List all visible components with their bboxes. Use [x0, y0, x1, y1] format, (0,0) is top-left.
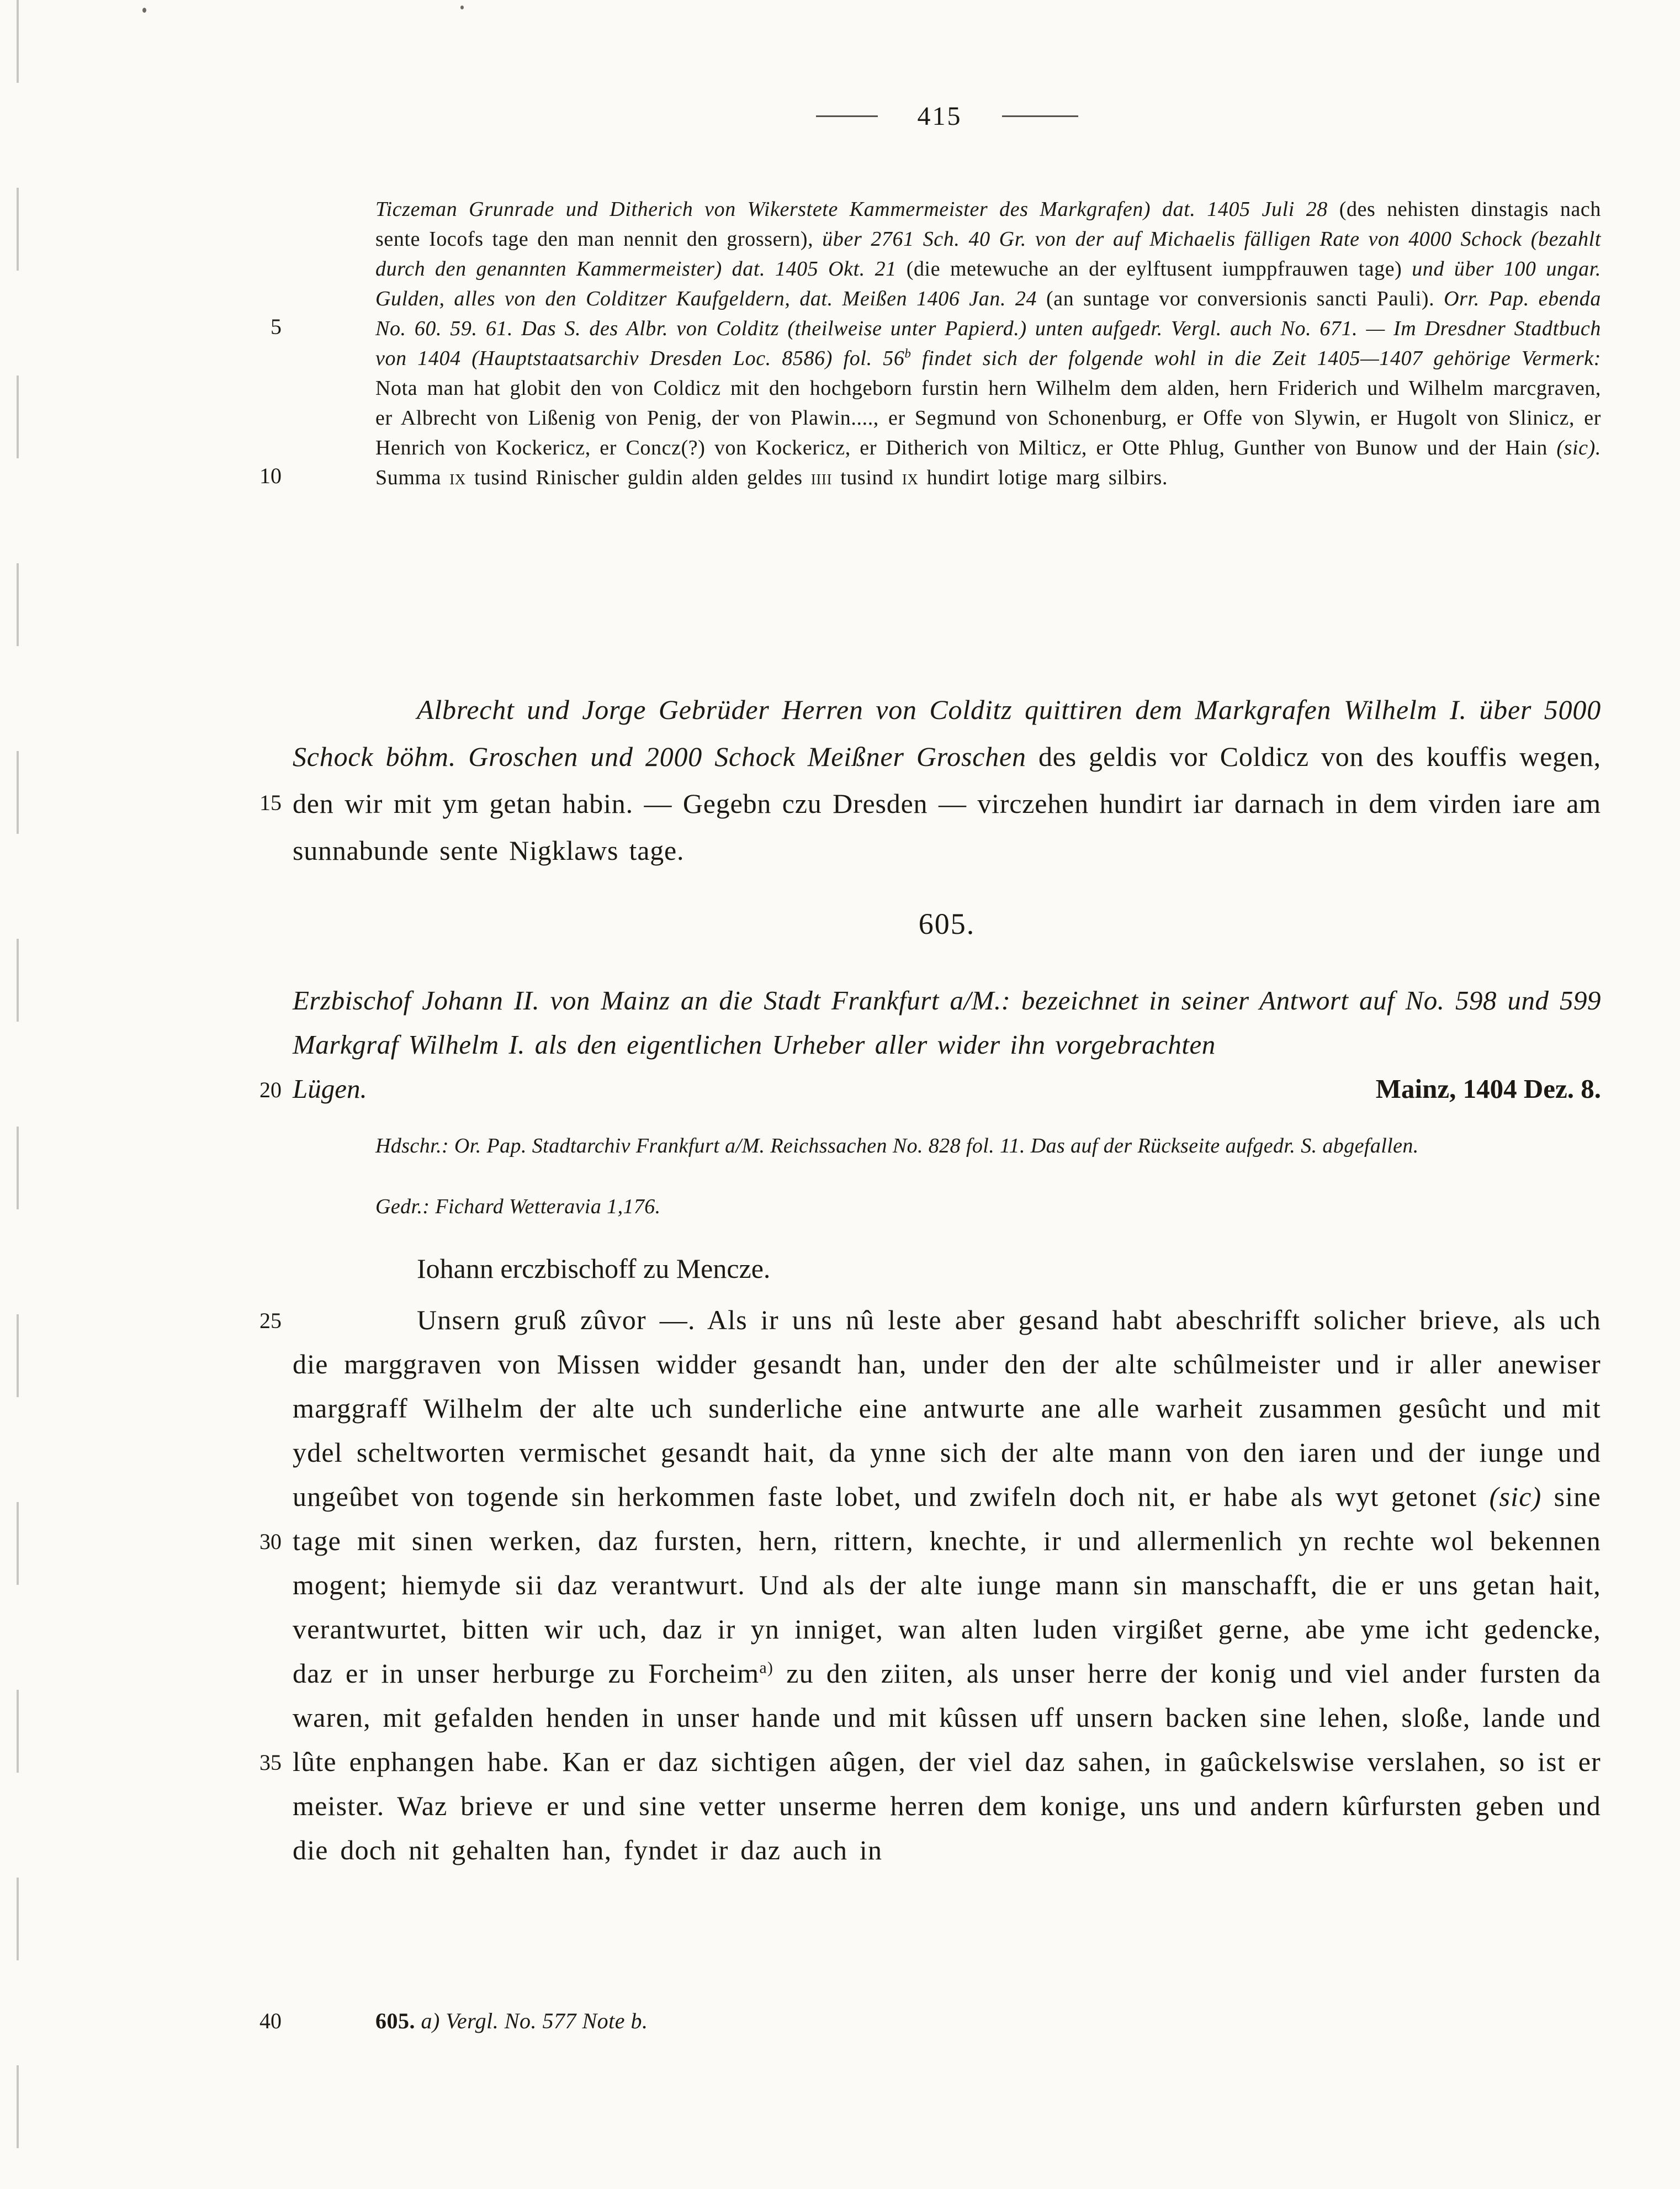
regest-mainz-body: [293, 979, 1601, 1067]
header-rule-left: [816, 115, 878, 117]
text-run: Orr. Pap. ebenda No. 60. 59. 61. Das S. des Albr. von Colditz (theilweise unter Papierd.) unten aufgedr. Vergl. auch No. 671. — Im Dresdner Stadtbuch von 1404 (Hauptstaatsarchiv Dresden Loc. 8586) fol. 56: [375, 287, 1601, 370]
page-header: [293, 101, 1601, 131]
text-run: (sic): [1489, 1481, 1542, 1512]
text-run: ix: [449, 466, 466, 489]
text-run: über 2761 Sch. 40 Gr. von der auf Michaelis fälligen Rate von 4000 Schock (bezahlt durch den genannten Kammermeister) dat. 1405 Okt. 21: [375, 228, 1601, 281]
text-run: Erzbischof Johann II. von Mainz an die Stadt Frankfurt a/M.: bezeichnet in seiner Antwort auf No. 598 und 599 Markgraf Wilhelm I. als den eigentlichen Urheber aller wider ihn vorgebrachten: [293, 985, 1601, 1060]
margin-line-number-40: 40: [259, 2008, 282, 2033]
text-run: Albrecht und Jorge Gebrüder Herren von Colditz quittiren dem Markgrafen Wilhelm I. über 5000 Schock böhm. Groschen und 2000 Schock Meißner Groschen: [293, 694, 1601, 772]
margin-line-number-20: 20: [259, 1077, 282, 1102]
text-run: zu den ziiten, als unser herre der konig und viel ander fursten da waren, mit gefalden henden in unser hande und mit kûssen uff unsern backen sine lehen, sloße, lande und lûte enphangen habe. Kan er daz sichtigen aûgen, der viel daz sahen, in gaûckelswise verslahen, so ist er meister. Waz brieve er und sine vetter unserme herren dem konige, uns und andern kûrfursten geben und die doch nit gehalten han, fyndet ir daz auch in: [293, 1658, 1601, 1865]
scan-speck: [142, 8, 146, 13]
source-note-hdschr: [375, 1131, 1601, 1161]
page-number: 415: [917, 102, 962, 131]
margin-line-number-30: 30: [259, 1529, 282, 1554]
text-run: und über 100 ungar. Gulden, alles von den Colditzer Kaufgeldern, dat. Meißen 1406 Jan. 24: [375, 257, 1602, 310]
footnote: [375, 2008, 648, 2034]
margin-line-number-5: 5: [271, 314, 282, 339]
text-run: Summa: [375, 466, 450, 489]
text-run: Nota man hat globit den von Coldicz mit den hochgeborn furstin hern Wilhelm dem alden, hern Friderich und Wilhelm marcgraven, er Albrecht von Lißenig von Penig, der von Plawin...., er Segmund von Schonenburg, er Offe von Slywin, er Hugolt von Slinicz, er Henrich von Kockericz, er Concz(?) von Kockericz, er Ditherich von Milticz, er Otte Phlug, Gunther von Bunow und der Hain: [375, 377, 1601, 459]
regest-mainz-last-line: [293, 1067, 1601, 1111]
margin-line-number-25: 25: [259, 1308, 282, 1333]
margin-line-number-10: 10: [259, 463, 282, 488]
text-run: a): [759, 1658, 774, 1677]
text-run: sine tage mit sinen werken, daz fursten, hern, rittern, knechte, ir und allermenlich yn rechte wol bekennen mogent; hiemyde sii daz verantwurt. Und als der alte iunge mann sin manschafft, die er uns getan hait, verantwurtet, bitten wir uch, daz ir yn inniget, wan alten luden virgißet gerne, abe yme icht gedencke, daz er in unser herburge zu Forcheim: [293, 1481, 1601, 1689]
regest-colditz-quittance: [293, 686, 1601, 874]
letter-salutation: Iohann erczbischoff zu Mencze.: [417, 1253, 771, 1284]
header-rule-right: [1002, 115, 1078, 117]
text-run: iiii: [810, 466, 833, 489]
text-run: tusind Rinischer guldin alden geldes: [465, 466, 811, 489]
text-run: Hdschr.: Or. Pap. Stadtarchiv Frankfurt a/M. Reichssachen No. 828 fol. 11. Das auf der Rückseite aufgedr. S. abgefallen.: [375, 1134, 1419, 1157]
margin-line-number-35: 35: [259, 1750, 282, 1775]
margin-line-number-15: 15: [259, 790, 282, 815]
text-run: des geldis vor Coldicz von des kouffis wegen, den wir mit ym getan habin. — Gegebn czu Dresden — virczehen hundirt iar darnach in dem virden iare am sunnabunde sente Nigklaws tage.: [293, 741, 1601, 866]
text-run: Unsern gruß zûvor —. Als ir uns nû leste aber gesand habt abeschrifft solicher brieve, als uch die marggraven von Missen widder gesandt han, under den der alte schûlmeister und ir aller anewiser marggraff Wilhelm der alte uch sunderliche eine antwurte ane alle warheit zusammen gesûcht und mit ydel scheltworten vermischet gesandt hait, da ynne sich der alte mann von den iaren und der iunge und ungeûbet von togende sin herkommen faste lobet, und zwifeln doch nit, er habe als wyt getonet: [293, 1304, 1601, 1512]
text-run: (die metewuche an der eylftusent iumppfrauwen tage): [906, 257, 1412, 281]
text-run: 605.: [375, 2008, 421, 2033]
text-run: hundirt lotige marg silbirs.: [918, 466, 1168, 489]
text-run: (an suntage vor conversionis sancti Pauli).: [1046, 287, 1444, 310]
entry-number-heading: 605.: [918, 907, 976, 940]
dateline: Mainz, 1404 Dez. 8.: [1375, 1074, 1601, 1104]
text-run: Vergl. No. 577 Note b.: [446, 2008, 648, 2033]
text-run: Ticzeman Grunrade und Ditherich von Wikerstete Kammermeister des Markgrafen) dat. 1405 Juli 28: [375, 198, 1339, 221]
scan-speck: [460, 6, 464, 9]
text-run: b: [904, 346, 911, 361]
text-run: Gedr.: Fichard Wetteravia 1,176.: [375, 1195, 661, 1218]
text-run: a): [421, 2008, 446, 2033]
regest-mainz-end-word: Lügen.: [293, 1074, 367, 1104]
apparatus-note-colditz: [375, 194, 1601, 493]
text-run: ix: [902, 466, 919, 489]
text-run: findet sich der folgende wohl in die Zeit 1405—1407 gehörige Vermerk:: [911, 347, 1602, 370]
text-run: (sic).: [1556, 436, 1601, 459]
letter-body: [293, 1298, 1601, 1872]
text-run: (des nehisten dinstagis nach sente Iocofs tage den man nennit den grossern),: [375, 198, 1601, 251]
text-run: tusind: [832, 466, 902, 489]
scan-gutter-artifact: [17, 0, 19, 2189]
source-note-gedr: [375, 1192, 1601, 1222]
